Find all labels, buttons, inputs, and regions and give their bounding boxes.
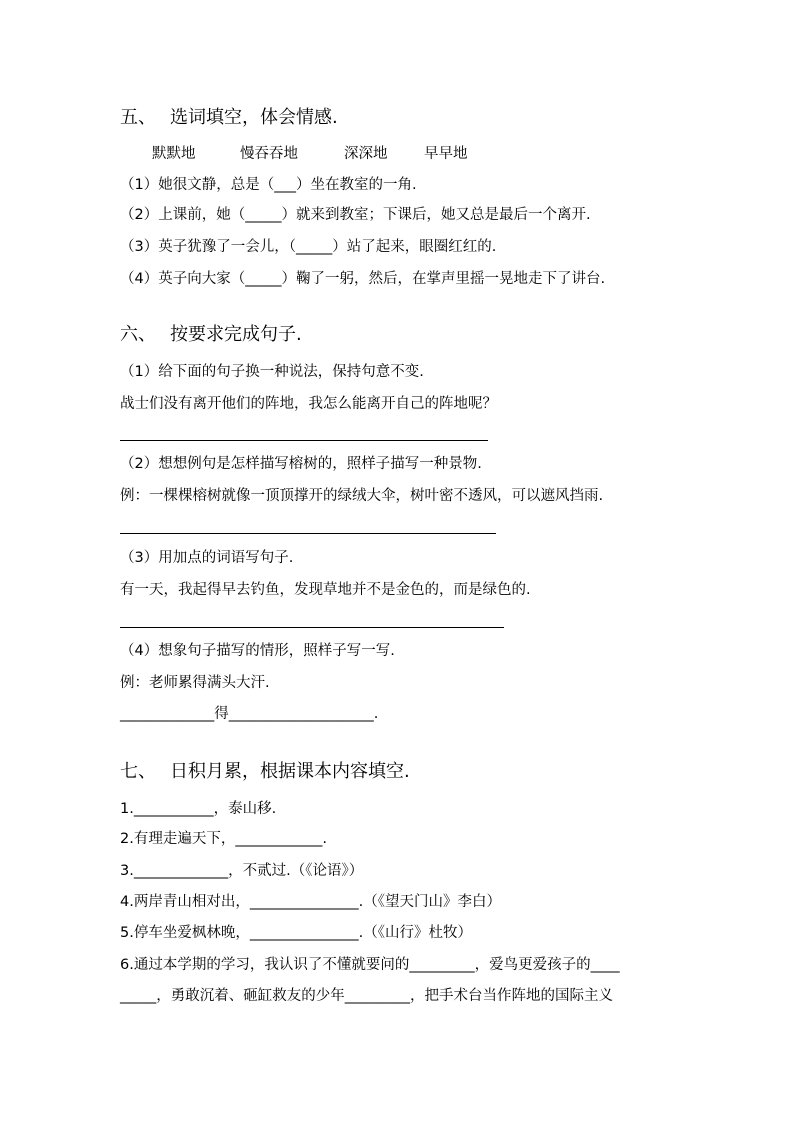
- answer-line: [120, 627, 504, 628]
- section-7-heading: [120, 760, 410, 784]
- section-5-heading: [120, 106, 338, 130]
- fill-item: （1）她很文静，总是（___）坐在教室的一角.: [120, 177, 417, 193]
- fill-item: 2.有理走遍天下，____________.: [120, 831, 327, 847]
- question-sentence: 例：老师累得满头大汗.: [120, 675, 270, 691]
- word-option: 早早地: [424, 146, 468, 162]
- question-prompt: （1）给下面的句子换一种说法，保持句意不变.: [120, 364, 424, 380]
- answer-line: [120, 440, 488, 441]
- word-option: 默默地: [152, 146, 196, 162]
- section-6-title: 按要求完成句子.: [170, 324, 302, 345]
- word-options: [152, 144, 468, 164]
- fill-item: （2）上课前，她（_____）就来到教室；下课后，她又总是最后一个离开.: [120, 207, 591, 223]
- fill-item: （4）英子向大家（_____）鞠了一躬，然后，在掌声里摇一晃地走下了讲台.: [120, 271, 606, 287]
- fill-item: 6.通过本学期的学习，我认识了不懂就要问的_________，爱鸟更爱孩子的____: [120, 957, 620, 973]
- fill-item: 3._____________，不贰过.（《论语》）: [120, 863, 364, 879]
- fill-item: 5.停车坐爱枫林晚，_______________.（《山行》杜牧）: [120, 925, 472, 941]
- fill-item: 1.___________，泰山移.: [120, 801, 277, 817]
- question-prompt: （3）用加点的词语写句子.: [120, 550, 294, 566]
- section-6-heading: [120, 323, 302, 347]
- word-option: 深深地: [344, 146, 388, 162]
- word-option: 慢吞吞地: [240, 146, 298, 162]
- question-sentence: 战士们没有离开他们的阵地，我怎么能离开自己的阵地呢？: [120, 396, 497, 412]
- section-5-number: 五、: [120, 107, 156, 128]
- fill-item: （3）英子犹豫了一会儿，（_____）站了起来，眼圈红红的.: [120, 239, 497, 255]
- question-sentence: 例：一棵棵榕树就像一顶顶撑开的绿绒大伞，树叶密不透风，可以遮风挡雨.: [120, 488, 604, 504]
- question-prompt: （4）想象句子描写的情形，照样子写一写.: [120, 643, 395, 659]
- question-prompt: （2）想想例句是怎样描写榕树的，照样子描写一种景物.: [120, 456, 482, 472]
- section-6-number: 六、: [120, 324, 156, 345]
- fill-template: _____________得____________________.: [120, 706, 379, 722]
- section-7-number: 七、: [120, 761, 156, 782]
- fill-item: _____，勇敢沉着、砸缸救友的少年_________，把手术台当作阵地的国际主义: [120, 988, 613, 1004]
- fill-item: 4.两岸青山相对出，_______________.（《望天门山》李白）: [120, 894, 501, 910]
- question-sentence: 有一天，我起得早去钓鱼，发现草地并不是金色的，而是绿色的.: [120, 582, 531, 598]
- section-5-title: 选词填空，体会情感.: [170, 107, 338, 128]
- answer-line: [120, 533, 496, 534]
- section-7-title: 日积月累，根据课本内容填空.: [170, 761, 410, 782]
